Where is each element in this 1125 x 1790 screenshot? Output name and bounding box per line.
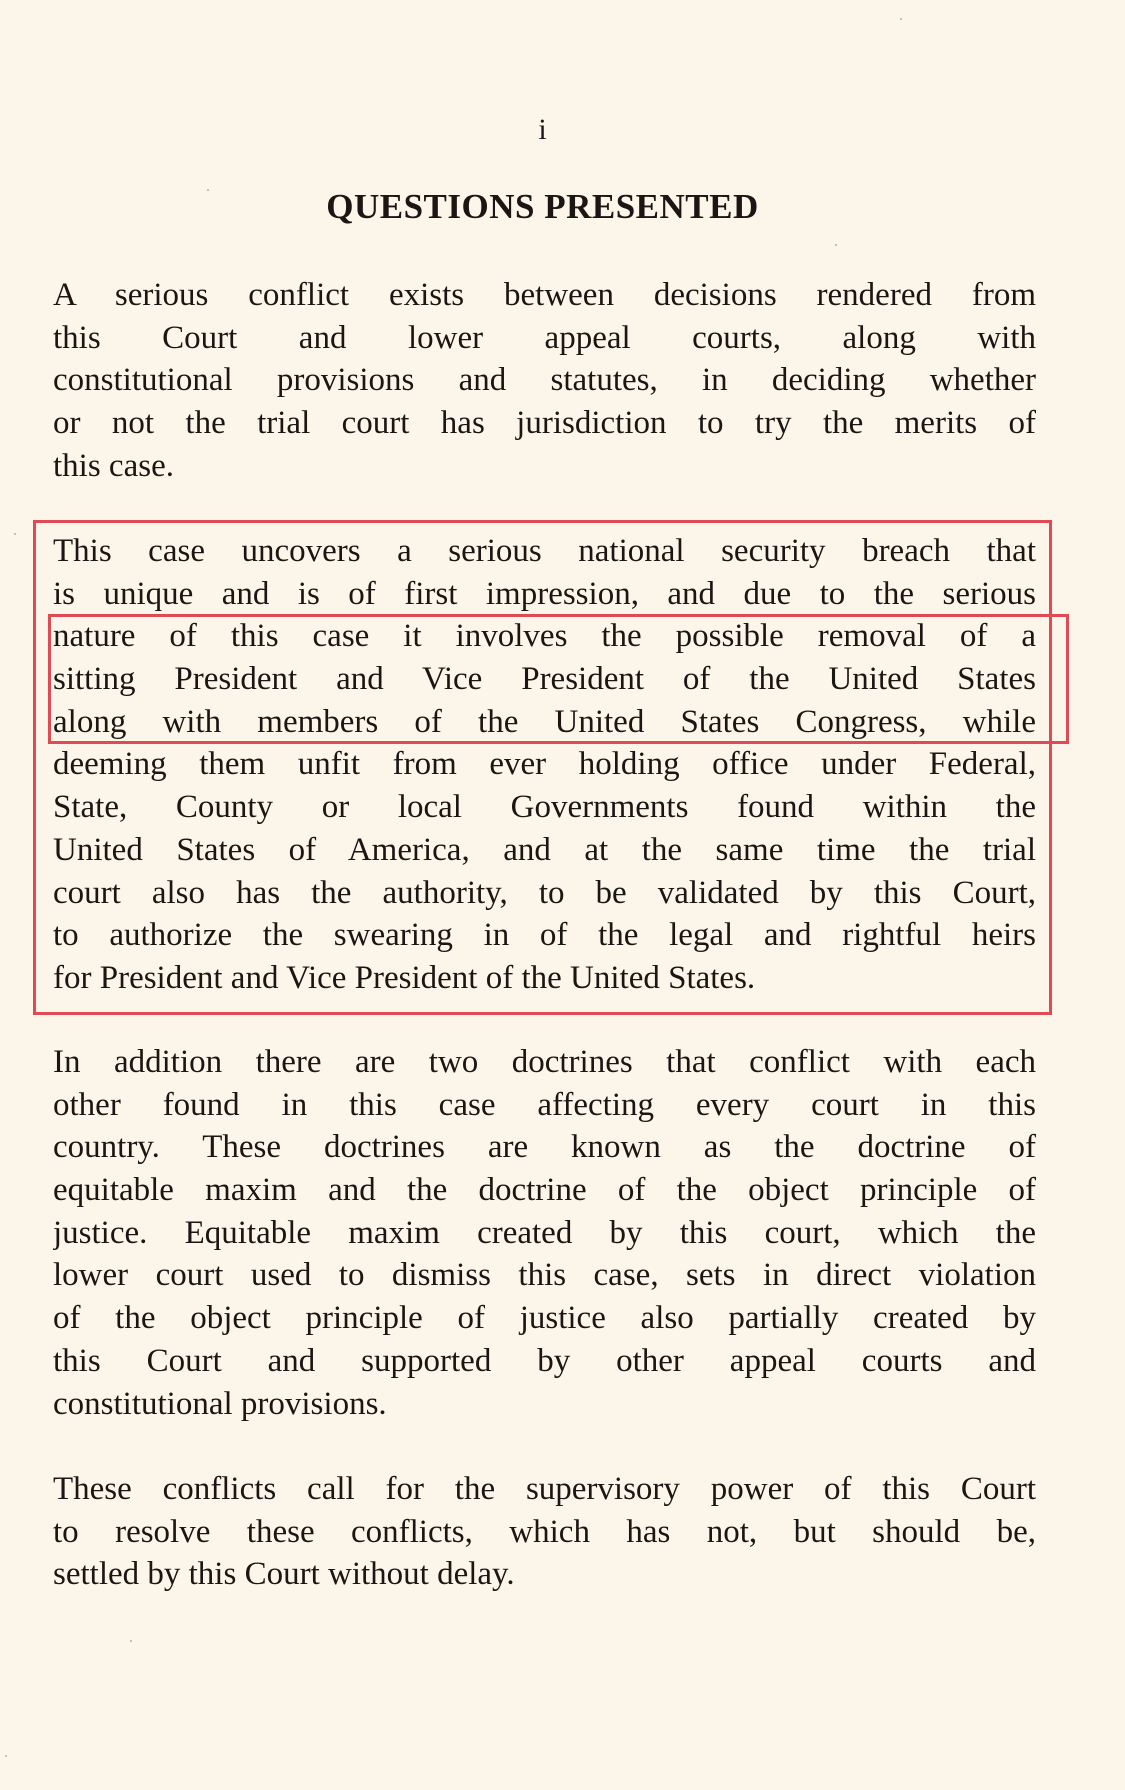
text-line: constitutional provisions. (53, 1385, 387, 1422)
text-line: These conflicts call for the supervisory power of this Court (53, 1471, 1036, 1507)
text-line: A serious conflict exists between decisions rendered from (53, 277, 1036, 313)
text-line: court also has the authority, to be validated by this Court, (53, 874, 1036, 911)
text-line: nature of this case it involves the possible removal of a (53, 618, 1036, 655)
scan-speck (130, 1640, 132, 1642)
text-line: justice. Equitable maxim created by this court, which the (53, 1214, 1036, 1251)
text-line: is unique and is of first impression, and due to the serious (53, 575, 1036, 612)
text-line: settled by this Court without delay. (53, 1556, 515, 1593)
text-line: deeming them unfit from ever holding office under Federal, (53, 746, 1036, 783)
text-line: equitable maxim and the doctrine of the object principle of (53, 1172, 1036, 1209)
text-line: State, County or local Governments found within the (53, 789, 1036, 826)
text-line: for President and Vice President of the United States. (53, 959, 756, 996)
section-heading: QUESTIONS PRESENTED (326, 187, 759, 226)
paragraph-doctrines (53, 1041, 1036, 1425)
text-line: this case. (53, 447, 174, 484)
text-line: to resolve these conflicts, which has not, but should be, (53, 1513, 1036, 1550)
scan-speck (14, 533, 16, 535)
page-number: i (538, 113, 547, 146)
text-line: lower court used to dismiss this case, sets in direct violation (53, 1257, 1036, 1294)
scan-speck (835, 244, 837, 246)
text-line: country. These doctrines are known as the doctrine of (53, 1129, 1036, 1166)
paragraph-supervisory-power (53, 1468, 1036, 1596)
text-line: This case uncovers a serious national security breach that (53, 533, 1036, 569)
text-line: this Court and lower appeal courts, along with (53, 319, 1036, 356)
text-line: or not the trial court has jurisdiction to try the merits of (53, 405, 1036, 442)
paragraph-jurisdiction-conflict (53, 274, 1036, 487)
text-line: along with members of the United States Congress, while (53, 703, 1036, 740)
text-line: In addition there are two doctrines that conflict with each (53, 1044, 1036, 1080)
text-line: other found in this case affecting every court in this (53, 1086, 1036, 1123)
scan-speck (207, 189, 209, 191)
scan-speck (900, 18, 902, 20)
text-line: constitutional provisions and statutes, in deciding whether (53, 362, 1036, 399)
scan-speck (5, 1755, 7, 1757)
text-line: of the object principle of justice also partially created by (53, 1300, 1036, 1337)
paragraph-national-security (53, 530, 1036, 1000)
text-line: United States of America, and at the same time the trial (53, 831, 1036, 868)
text-line: this Court and supported by other appeal courts and (53, 1342, 1036, 1379)
text-line: to authorize the swearing in of the legal and rightful heirs (53, 917, 1036, 954)
text-line: sitting President and Vice President of the United States (53, 661, 1036, 698)
